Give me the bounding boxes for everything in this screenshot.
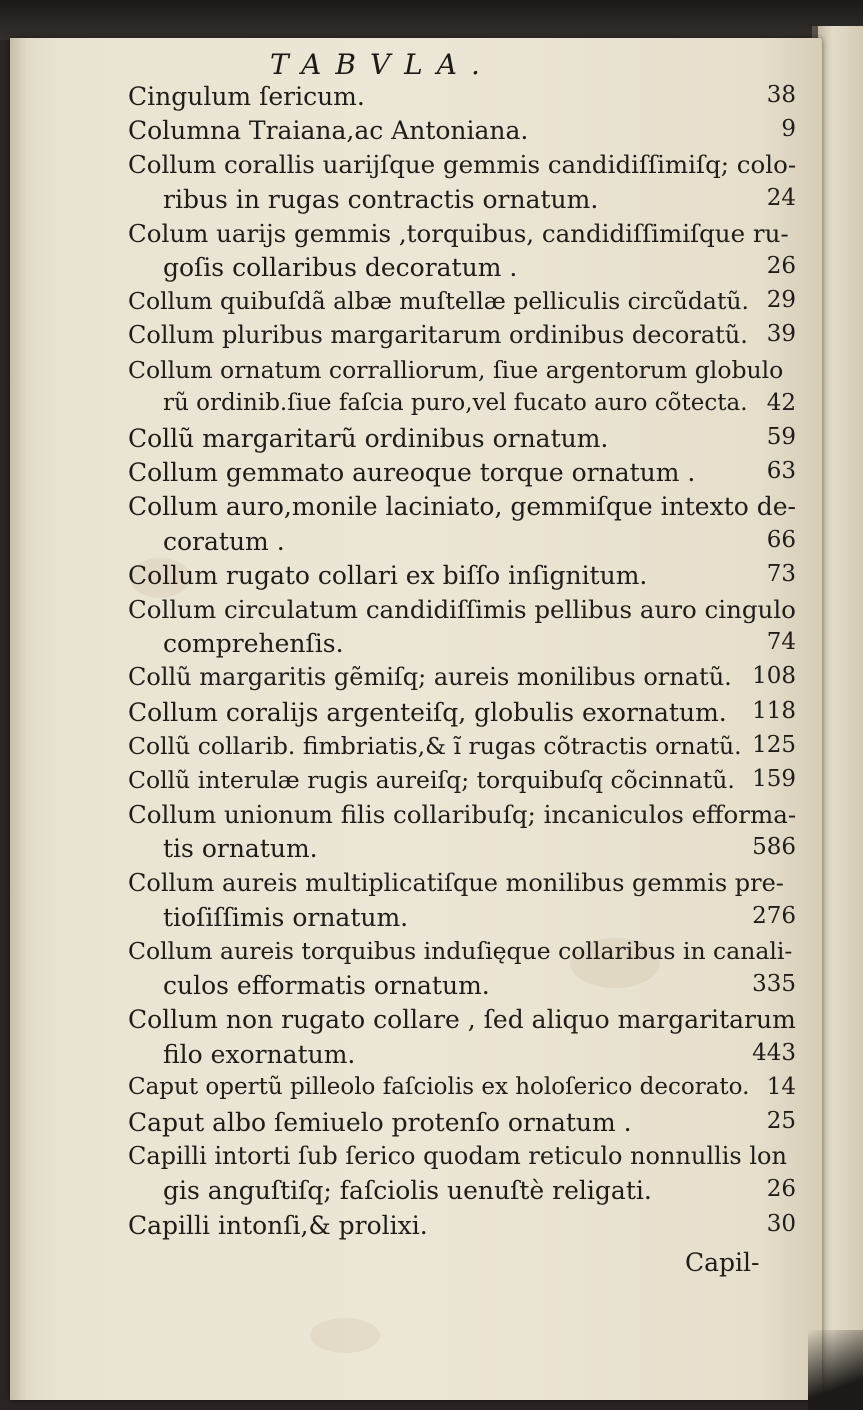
entry-text: Collum aureis multiplicatiſque monilibus gemmis pre- xyxy=(128,868,784,897)
index-entry xyxy=(128,869,796,901)
entry-page-number: 108 xyxy=(752,663,796,690)
entry-text: Caput albo ſemiuelo protenſo ornatum . xyxy=(128,1108,632,1137)
entry-page-number: 38 xyxy=(766,82,796,108)
entry-text: culos efformatis ornatum. xyxy=(163,971,490,1001)
entry-page-number: 26 xyxy=(766,1176,796,1203)
entry-text: goſis collaribus decoratum . xyxy=(163,253,518,282)
index-entry xyxy=(128,82,796,114)
entry-text: ribus in rugas contractis ornatum. xyxy=(163,184,599,214)
entry-text: Collum quibuſdã albæ muſtellæ pelliculis circũdatũ. xyxy=(128,287,749,316)
index-entry xyxy=(128,595,796,627)
index-entry xyxy=(128,219,796,251)
entry-text: Capilli intorti ſub ſerico quodam reticulo nonnullis lon xyxy=(128,1142,787,1171)
index-entry xyxy=(128,1005,796,1037)
index-entry xyxy=(163,390,796,422)
index-entry xyxy=(128,356,796,388)
index-entry xyxy=(128,698,796,730)
entry-text: coratum . xyxy=(163,526,285,556)
index-entry xyxy=(128,1074,796,1106)
index-entry xyxy=(128,458,796,490)
index-entry xyxy=(128,321,796,353)
entry-text: tioſiſſimis ornatum. xyxy=(163,902,409,932)
entry-text: Collũ margaritis gẽmiſq; aureis monilibus ornatũ. xyxy=(128,663,732,692)
index-entry xyxy=(163,185,796,217)
index-entry xyxy=(128,287,796,319)
entry-page-number: 9 xyxy=(781,116,796,143)
index-entry xyxy=(163,253,796,285)
entry-text: Collum rugato collari ex biſſo inſignitum. xyxy=(128,560,648,590)
entry-page-number: 59 xyxy=(766,424,796,450)
entry-page-number: 276 xyxy=(752,902,796,929)
catchword: Capil- xyxy=(685,1248,760,1277)
index-entry xyxy=(128,116,796,148)
running-header: TABVLA. xyxy=(270,48,494,81)
entry-text: Collum non rugato collare , ſed aliquo margaritarum xyxy=(128,1005,796,1035)
entry-text: Colum uarijs gemmis ,torquibus, candidiſſimiſque ru- xyxy=(128,218,789,248)
entry-text: Collum gemmato aureoque torque ornatum . xyxy=(128,458,696,488)
index-entry xyxy=(128,800,796,832)
entry-text: Collum circulatum candidiſſimis pellibus auro cingulo xyxy=(128,595,796,624)
entry-text: Collum auro,monile laciniato, gemmiſque intexto de- xyxy=(128,492,796,522)
entry-text: comprehenſis. xyxy=(163,629,344,659)
index-entry xyxy=(128,561,796,593)
index-entry xyxy=(163,629,796,661)
entry-page-number: 29 xyxy=(766,287,796,314)
index-entry xyxy=(163,1176,796,1208)
entry-page-number: 25 xyxy=(766,1108,796,1134)
index-entry xyxy=(128,424,796,456)
index-entry xyxy=(128,937,796,969)
index-entry xyxy=(128,1108,796,1140)
index-entry xyxy=(128,732,796,764)
index-entry xyxy=(128,1211,796,1243)
entry-page-number: 159 xyxy=(752,766,796,792)
entry-page-number: 30 xyxy=(766,1210,796,1237)
entry-text: Caput opertũ pilleolo faſciolis ex holoſerico decorato. xyxy=(128,1073,750,1100)
entry-text: Capilli intonſi,& prolixi. xyxy=(128,1210,428,1240)
entry-page-number: 586 xyxy=(752,834,796,861)
entry-text: Collum unionum filis collaribuſq; incaniculos efforma- xyxy=(128,800,797,830)
index-entry xyxy=(128,1142,796,1174)
entry-page-number: 125 xyxy=(752,731,796,758)
entry-page-number: 39 xyxy=(766,321,796,348)
index-entry xyxy=(128,766,796,798)
index-entry xyxy=(163,971,796,1003)
entry-text: Cingulum ſericum. xyxy=(128,82,365,111)
index-entry xyxy=(163,903,796,935)
index-entry xyxy=(163,527,796,559)
entry-text: Collũ collarib. fimbriatis,& ĩ rugas cõtractis ornatũ. xyxy=(128,731,742,760)
index-entry xyxy=(128,150,796,182)
entry-text: Collũ margaritarũ ordinibus ornatum. xyxy=(128,424,609,453)
entry-page-number: 335 xyxy=(752,971,796,998)
entry-page-number: 443 xyxy=(752,1039,796,1066)
entry-page-number: 74 xyxy=(766,629,796,656)
entry-text: Collum aureis torquibus induſięque collaribus in canali- xyxy=(128,937,793,965)
entry-page-number: 118 xyxy=(752,697,796,724)
entry-page-number: 24 xyxy=(766,184,796,211)
entry-text: Collum ornatum corralliorum, ſiue argentorum globulo xyxy=(128,355,784,384)
entry-text: Collũ interulæ rugis aureiſq; torquibuſq cõcinnatũ. xyxy=(128,766,735,794)
entry-text: tis ornatum. xyxy=(163,834,318,864)
index-entry xyxy=(128,492,796,524)
entry-page-number: 42 xyxy=(766,389,796,416)
entry-page-number: 63 xyxy=(766,458,796,485)
index-entry xyxy=(163,1040,796,1072)
entry-page-number: 26 xyxy=(766,253,796,279)
entry-text: gis anguſtiſq; faſciolis uenuſtè religati. xyxy=(163,1176,652,1206)
entry-text: rũ ordinib.ſiue faſcia puro,vel fucato auro cõtecta. xyxy=(163,389,748,416)
entry-page-number: 14 xyxy=(766,1073,796,1100)
index-entry xyxy=(163,834,796,866)
index-entry xyxy=(128,663,796,695)
entry-text: Collum corallis uarijſque gemmis candidiſſimiſq; colo- xyxy=(128,150,797,180)
entry-text: filo exornatum. xyxy=(163,1039,356,1069)
entry-text: Collum coralijs argenteiſq, globulis exornatum. xyxy=(128,697,727,727)
entry-page-number: 73 xyxy=(766,560,796,587)
entry-page-number: 66 xyxy=(766,526,796,553)
entry-text: Collum pluribus margaritarum ordinibus decoratũ. xyxy=(128,321,748,350)
entry-text: Columna Traiana,ac Antoniana. xyxy=(128,116,529,146)
